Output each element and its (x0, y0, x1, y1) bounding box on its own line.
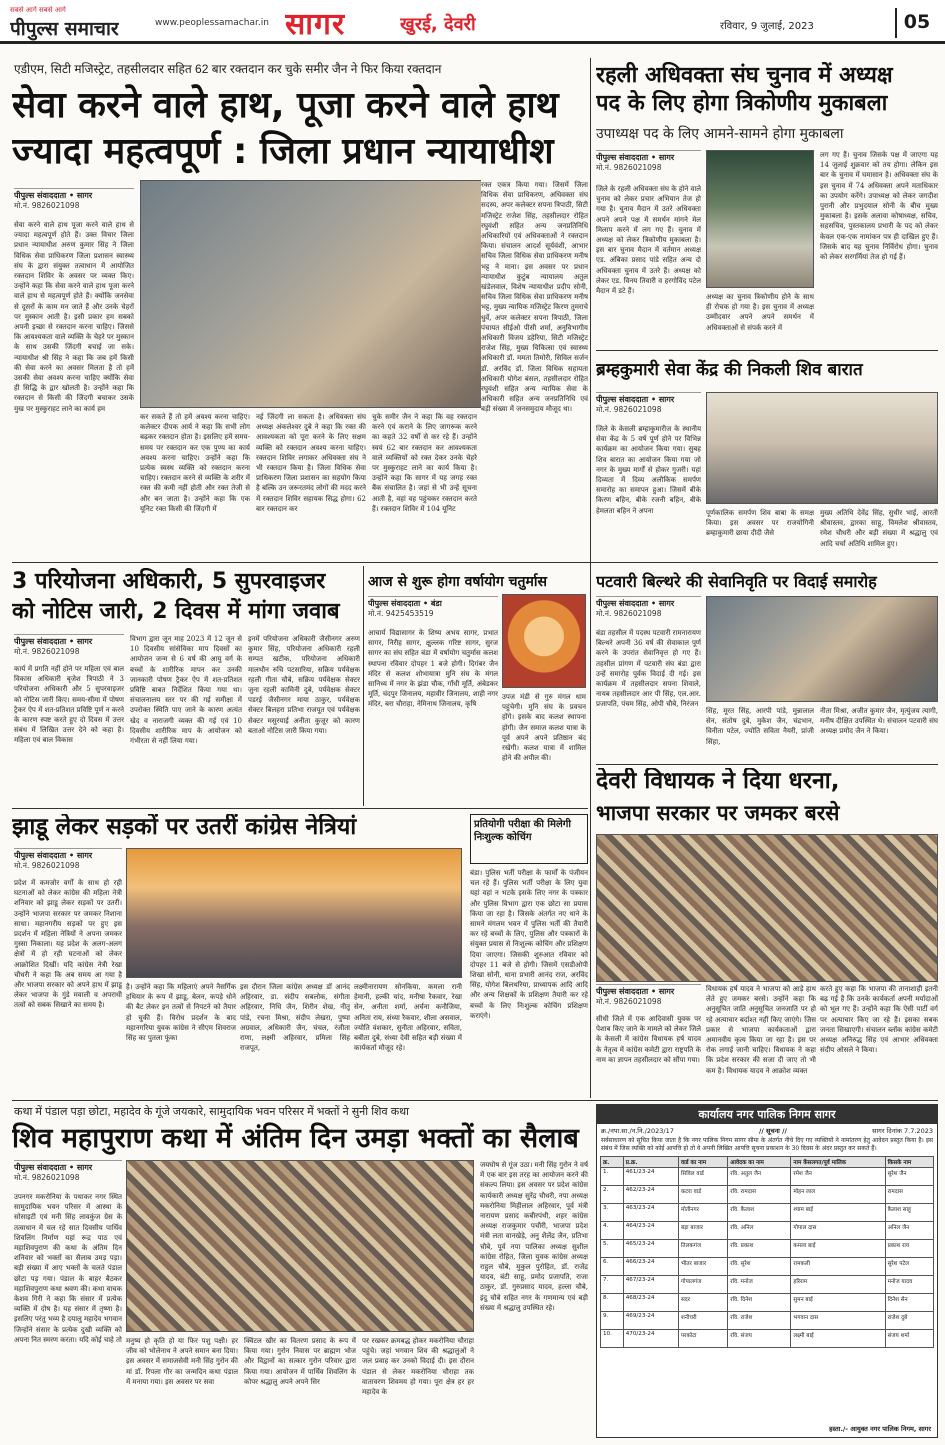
s10-body-col1: उपनगर मकरोनिया के पथाकर नगर स्थित सामुदायिक भवन परिसर में आस्था के सोसाइटी एवं मनी सिंह लावकुंज ग्रेस के तत्वाधान में चल रहे सात दिवसीय पार्थिव शिवलिंग निर्माण यहां रूद्र पाठ एवं महाशिवपुराण की कथा के अंतिम दिन शनिवार को भक्तों का सैलाब उमड़ पड़ा। बड़ी संख्या में आए भक्तों के चलते पंडाल छोटा पड़ गया। पंडाल के बाहर बैठकर महाशिवपुराण कथा श्रवण की। कथा वाचक केशव गिरी ने कहा कि संसार में प्रत्येक व्यक्ति में दोष है। यह संसार में तृष्णा है। इसलिए परंतु भव्य है दयालु महादेव भगवान जिन्होंने संसार के प्रत्येक दुखी व्यक्ति को अपना नित स्मरण करता। यदि कोई चाहे तो (14, 1193, 122, 1344)
table-cell: श्याम बाई (791, 1204, 885, 1222)
table-cell: 465/23-24 (623, 1240, 678, 1258)
s10-byline-mobile: मो.नं. 9826021098 (14, 1173, 80, 1182)
s1-headline-line1: सेवा करने वाले हाथ, पूजा करने वाले हाथ (12, 85, 559, 126)
s7-body-col2: है। उन्होंने कहा कि महिलाएं अपने नैसर्गिक हथियार के रूप में झाडू, बेलन, कपड़े धोने की बैट लेकर इन तत्वों से निपटने को तैयार हो चुकी हैं। विरोध प्रदर्शन के बाद महानगरिया युवक कांग्रेस ने सीएम शिवराज सिंह का पुतला फूंका (126, 983, 236, 1043)
s10-byline (14, 1160, 122, 1188)
s3-byline-name: पीपुल्स संवाददाता • सागर (596, 395, 675, 404)
s4-byline-mobile: मो.नं. 9826021098 (14, 647, 80, 656)
s4-body-col2: विभाग द्वारा जून माह 2023 में 12 जून से 10 दिवसीय सांसेविका माप दिवसों का आयोजन जन्म से 6 वर्ष की आयु वर्ग के बच्चों के शारीरिक मापन कर उनकी जानकारी पोषण ट्रैकर ऐप में शत-प्रतिशत प्रविष्टि बाबत निर्देशित किया गया था। संचालनालय स्तर पर की गई समीक्षा में उपरोक्त स्थिति पाए जाने के कारण अत्यंत खेद व नाराजगी व्यक्त की गई एवं 10 दिवसीय शारीरिक माप के आयोजन को गंभीरता से नहीं लिया गया। (130, 635, 242, 746)
s10-body-col2: मनुष्य हो कृति हो या फिर पशु पक्षी। हर जीव को भोलेनाथ ने अपने समान बना दिया। इस अवसर में समाजसेवी मनी सिंह गुरोन की मां डॉ. रिपला गौर का जन्मदिन कथा पंडाल में मनाया गया। इस अवसर पर सवा (126, 1337, 238, 1386)
s9-body-col2: विधायक हर्ष यादव ने भाजपा को आड़े हाथ लेते हुए जमकर बरसे। उन्होंने कहा कि अनुसूचित जाति अनुसूचित जनजाति पर हो रहे अत्याचार बर्दाश्त नहीं किए जाएंगे। जिस प्रकार से भाजपा कार्यकताओं द्वारा अमानवीय कृत्य किया जा रहा है। इस पर रोक लगाई जानी चाहिए। विधायक ने कहा कि प्रदेश सरकार की सजा दी जाए तो भी कम है। विधायक यादव ने आक्रोश व्यक्त (706, 985, 816, 1075)
column-divider (590, 58, 591, 1098)
s6-body-col3: नीता मिश्रा, अजीत कुमार जैन, मृत्युंजय त्यागी, मनीष दीक्षित उपस्थित थे। संचालन पटवारी संघ अध्यक्ष प्रमोद जैन ने किया। (820, 707, 938, 736)
table-cell: 463/23-24 (623, 1204, 678, 1222)
s7-body-col4: लक्ष्मीनारायण सोनकिया, कमला रानी हेमानी, हल्की चांद, मनीषा रैकवार, रेखा सेन, अनीता शर्मा, अर्चना कनौजिया, अनिता राय, संध्या रैकवार, शीला असवाल, ज्योति वंशकार, सुनीता अहिरवार, सविता, बबीता दुबे, संध्या देवी सहित बड़ी संख्या में कार्यकर्ता मौजूद रहे। (354, 983, 462, 1053)
acharya-portrait-photo (502, 594, 586, 688)
table-cell: 6. (601, 1258, 624, 1276)
notice-table (600, 1156, 934, 1348)
table-row (601, 1312, 934, 1330)
table-cell: मोतीनगर (678, 1204, 727, 1222)
s2-body-col2: अध्यक्ष का चुनाव त्रिकोणीय होने के साथ ही रोचक हो गया है। इस चुनाव में अध्यक्ष उम्मीदवार अपने अपने समर्थन में अधिवक्ताओं से संपर्क करने में (706, 293, 814, 332)
table-cell: 9. (601, 1312, 624, 1330)
s8-body: बंडा। पुलिस भर्ती परीक्षा के फार्मों के पंजीयन चल रहे हैं। पुलिस भर्ती परीक्षा के लिए युवा यहां वहां न भटके इसके लिए नगर के पत्रकार और पुलिस विभाग द्वारा एक छोटा सा प्रयास किया जा रहा है। जिसके अंतर्गत नए थाने के सामने मंगलम भवन में पुलिस भर्ती की तैयारी कर रहे बच्चों के लिए, पुलिस और पत्रकारों के संयुक्त प्रयास से निःशुल्क कोचिंग और प्रशिक्षण दिया जाएगा। जिसकी शुरुआत रविवार को दोपहर 11 बजे से होगी। जिसमें एसडीओपी शिखा सोनी, थाना प्रभारी आनंद राज, अरविंद सिंह, योगेश बिलथरिया, प्राध्यापक आदि आदि और अन्य शिक्षकों के प्रशिक्षण तैयारी कर रहे बच्चों के लिए निःशुल्क कोचिंग प्रशिक्षण कराएंगे। (470, 869, 588, 1020)
s1-byline (14, 188, 134, 216)
table-cell: रमेश जैन (791, 1168, 885, 1186)
table-cell: सिविल वार्ड (678, 1168, 727, 1186)
table-cell: रवि. कैलाश (728, 1204, 791, 1222)
table-cell: 7. (601, 1276, 624, 1294)
table-cell: 469/23-24 (623, 1312, 678, 1330)
table-cell: 5. (601, 1240, 624, 1258)
section-divider (596, 764, 938, 765)
s4-byline (14, 634, 124, 662)
s5-body-col2: उपज मंडी से गुरु मंगल धाम पहुंचेगी। मुनि संघ के प्रवचन होंगे। इसके बाद कलश स्थापना होगी। जैन समाज कलश यात्रा के पूर्व अपने अपने प्रतिष्ठान बंद रखेगी। कलश यात्रा में शामिल होने की अपील की। (502, 693, 586, 763)
section-divider (12, 562, 938, 563)
s3-body-col3: मुख्य अतिथि देवेंद्र सिंह, सुधीर भाई, आरती श्रीवास्तव, द्वारका साहू, विमलेश श्रीवास्तव, रमेश चौधरी और बड़ी संख्या में श्रद्धालु एवं आदि चर्चा अतिथि शामिल हुए। (820, 509, 938, 548)
table-cell: परकोटा (678, 1330, 727, 1348)
table-cell: तिलकगंज (678, 1240, 727, 1258)
s6-byline-mobile: मो.नं. 9826021098 (596, 609, 662, 618)
table-cell: गोपालगंज (678, 1276, 727, 1294)
table-cell: सदर (678, 1294, 727, 1312)
section-divider (596, 350, 938, 351)
s7-body-col3: इस दौरान जिला कांग्रेस अध्यक्ष डॉ आनंद अहिरवार, डा. संदीप सबलोक, संगीता अहिरवार, निधि जैन, शिरीन शेख, नीतू पांडे, रचना मिश्रा, संदीप लेखरा, पुष्पा अग्रवाल, अधिकारी जैन, चंचल, रंजीता राणा, लक्ष्मी अहिरवार, प्रमिला सिंह राजपूत, (240, 983, 350, 1053)
table-row (601, 1258, 934, 1276)
s9-body-col3: करते हुए कहा कि भाजपा की तानाशाही इतनी बढ़ गई है कि उनके कार्यकर्ता अपनी मर्यादाओं को भूल गए हैं। उन्होंने कहा कि ऐसी पार्टी वर्ग पर अत्याचार किए जा रहे हैं। इसका सबक जनता सिखाएगी। संचालन ब्लॉक कांग्रेस कमेटी अध्यक्ष अनिरुद्ध सिंह एवं आभार अधिवक्ता संदीप ओसले ने किया। (820, 985, 938, 1055)
table-cell: शनीचरी (678, 1312, 727, 1330)
table-cell: 462/23-24 (623, 1186, 678, 1204)
logo-tagline: सबसे आगे सबसे आगे (10, 6, 66, 14)
table-cell: 470/23-24 (623, 1330, 678, 1348)
s1-body-col2: कर सकते हैं तो हमें अवश्य करना चाहिए। कलेक्टर दीपक आर्य ने कहा कि सभी लोग बढ़कर रक्तदान होता है। इसलिए हमें समय-समय पर रक्तदान कर एक पुण्य का कार्य अवश्य करना चाहिए। उन्होंने कहा कि प्रत्येक स्वस्थ व्यक्ति को रक्तदान करना चाहिए। रक्तदान करने से व्यक्ति के शरीर में रक्त की कमी नहीं होती और रक्त तेजी से और बन जाता है। उन्होंने कहा कि एक यूनिट रक्त किसी की जिंदगी में (140, 413, 250, 513)
s4-headline-line2: को नोटिस जारी, 2 दिवस में मांगा जवाब (12, 599, 340, 624)
notice-column-header: नाम केंसलगत/पूर्व मालिक (791, 1157, 885, 1168)
s10-body-col5: जयघोष से गूंज उठा। मनी सिंह गुरोन ने वर्ष में एक बार इस तरह का आयोजन करने की संकल्प लिया। इस अवसर पर प्रदेश कांग्रेस कार्यकारी अध्यक्ष सुरेंद्र चौधरी, नपा अध्यक्ष मकरोनिया मिहीलाल अहिरवार, पूर्व मंत्री नारायण प्रसाद कबीरपंथी, शहर कांग्रेस अध्यक्ष राजकुमार पचौरी, भाजपा प्रदेश मंत्री लता वानखेड़े, अनु शैलेंद्र जैन, प्रतिभा चौबे, पूर्व नपा पालिका अध्यक्ष सुशील कांग्रेस रोहित, जिला युवक कांग्रेस अध्यक्ष राहुल चौबे, मुकुल पुरोहित, डॉ. राजेंद्र यादव, बंटी साहू, प्रमोद प्रजापति, राजा ठाकुर, डॉ. गुरुप्रसाद यादव, हल्ला चौबे, इंदु चौबे सहित नगर के गणमान्य एवं बड़ी संख्या में श्रद्धालु उपस्थित रहे। (480, 1161, 588, 1312)
table-row (601, 1330, 934, 1348)
notice-signature: हस्ता./- आयुक्त नगर पालिक निगम, सागर (829, 1425, 931, 1433)
s1-body-col4: चुके समीर जैन ने कहा कि वह रक्तदान करने एवं कराने के लिए जागरूक करने का कहते 32 वर्षों से कर रहे हैं। उन्होंने स्वयं 62 बार रक्तदान कर आवश्यकता वाले व्यक्तियों को रक्त देकर उनके चेहरे पर मुस्कुराहट लाने का कार्य किया है। उन्होंने कहा कि सागर में यह जगह रक्त बैंक संचालित है। जहां से भी उन्हें सूचना आती है, वहां वह पहुंचकर रक्तदान करते हैं। रक्तदान शिविर में 104 यूनिट (372, 413, 477, 513)
farewell-group-photo (706, 596, 938, 702)
notice-column-header: क्र. (601, 1157, 624, 1168)
s2-body-col1: जिले के रहली अधिवक्ता संघ के होने वाले चुनाव को लेकर प्रचार अभियान तेज हो गया है। चुनाव मैदान में उतरे अधिवक्ता अपने अपने पक्ष में समर्थन मांगने मेल मिलाप करने में लग गए हैं। चुनाव में अध्यक्ष को लेकर त्रिकोणीय मुकाबला है। इस बार चुनाव मैदान में वर्तमान अध्यक्ष एड. अंबिका प्रसाद पांडे सहित अन्य दो अधिवक्ता चुनाव में उतरे हैं। अध्यक्ष को लेकर एड. विनय तिवारी व हरगोविंद पटेल मैदान में डटे हैं। (596, 185, 701, 296)
table-cell: भीतर बाजार (678, 1258, 727, 1276)
table-cell: 461/23-24 (623, 1168, 678, 1186)
s2-headline-line1: रहली अधिवक्ता संघ चुनाव में अध्यक्ष (596, 63, 893, 88)
s9-body-col1: सीधी जिले में एक आदिवासी युवक पर पेशाब किए जाने के मामले को लेकर जिले के केसली में कांग्रेस विधायक हर्ष यादव के नेतृत्व में कांग्रेस कमेटी द्वारा राष्ट्रपति के नाम का ज्ञापन तहसीलदार को सौंपा गया। (596, 1015, 701, 1064)
table-cell: लक्ष्मी बाई (791, 1330, 885, 1348)
s8-headline: प्रतियोगी परीक्षा की मिलेगी निःशुल्क कोचिंग (470, 814, 588, 864)
s1-kicker: एडीएम, सिटी मजिस्ट्रेट, तहसीलदार सहित 62 बार रक्तदान कर चुके समीर जैन ने फिर किया रक्तदान (14, 62, 442, 76)
table-cell: मोहन लाल (791, 1186, 885, 1204)
s10-body-col3: क्विंटल खीर का वितरण प्रसाद के रूप में किया गया। गुरोन निवास पर ब्राह्मण भोज और विद्वानों का सत्कार गुरोन परिवार द्वारा किया गया। आयोजन में पार्थिव शिवलिंग के कोपर श्रद्धालु अपने अपने सिर (244, 1337, 356, 1386)
page-number: 05 (895, 8, 937, 38)
notice-table-header (601, 1157, 934, 1168)
table-cell: कटरा वार्ड (678, 1186, 727, 1204)
table-cell: दिनेश सेन (885, 1294, 933, 1312)
table-cell: रवि. संजय (728, 1330, 791, 1348)
notice-column-header: किसके नाम (885, 1157, 933, 1168)
s4-body-col1: कार्य में प्रगति नहीं होने पर महिला एवं बाल विकास अधिकारी बृजेश त्रिपाठी ने 3 परियोजना अधिकारी और 5 सुपरवाइजर को नोटिस जारी किए। समय-सीमा में पोषण ट्रैकर ऐप में शत-प्रतिशत प्रविष्टि पूर्ण न करने के कारण स्पष्ट करते हुए दो दिवस में उत्तर संबंध में लिखित उत्तर देने को कहा है। महिला एवं बाल विकास (14, 665, 124, 745)
notice-date: सागर दिनांक 7.7.2023 (872, 1127, 933, 1135)
table-row (601, 1294, 934, 1312)
table-cell: रवि. रामदास (728, 1186, 791, 1204)
table-cell: अनिल जैन (885, 1222, 933, 1240)
table-cell: रवि. मनोज (728, 1276, 791, 1294)
s2-body-col3: लग गए हैं। चुनाव जिसके पक्ष में जाएगा यह 14 जुलाई शुक्रवार को तय होगा। लेकिन इस बार के चुनाव में घमासान है। अधिवक्ता संघ के इस चुनाव में 74 अधिवक्ता अपने मताधिकार का उपयोग करेंगे। उपाध्यक्ष को लेकर जगदीश पुरानी और प्रभुदयाल सोनी के बीच मुख्य मुकाबला है। इसके अलावा कोषाध्यक्ष, सचिव, सहसचिव, पुस्तकालय प्रभारी के पद को लेकर केवल एक-एक नामांकन पत्र ही दाखिल हुए हैं। जिसके बाद यह चुनाव निर्विरोध होगा। चुनाव को लेकर सरगर्मियां तेज हो गई हैं। (820, 151, 938, 262)
s1-body-col3: नई जिंदगी ला सकता है। अधिवक्ता संघ अध्यक्ष अंकलेश्वर दुबे ने कहा कि रक्त की आवश्यकता को पूरा करने के लिए सक्षम व्यक्ति को रक्तदान अवश्य करना चाहिए। रक्तदान शिविर लगाकर अधिवक्ता संघ ने भी रक्तदान किया है। जिला विधिक सेवा प्राधिकरण जिला प्रशासन का सहयोग किया है बल्कि उन जरूरतमंद लोगों की मदद करने में रक्तदान शिविर सहायक सिद्ध होगा। 62 बार रक्तदान कर (256, 413, 366, 513)
s2-byline-name: पीपुल्स संवाददाता • सागर (596, 153, 675, 162)
table-cell: भगवान दास (791, 1312, 885, 1330)
s6-byline (596, 596, 701, 624)
s10-kicker: कथा में पंडाल पड़ा छोटा, महादेव के गूंजे जयकारे, सामुदायिक भवन परिसर में भक्तों ने सुनी शिव कथा (14, 1106, 410, 1118)
s5-byline-name: पीपुल्स संवाददाता • बंडा (368, 599, 442, 608)
s5-byline-mobile: मो.नं. 9425453519 (368, 609, 434, 618)
s9-byline-name: पीपुल्स संवाददाता • सागर (596, 987, 675, 996)
s9-headline-line1: देवरी विधायक ने दिया धरना, (596, 768, 840, 794)
notice-column-header: प्र.क्र. (623, 1157, 678, 1168)
s7-byline (14, 848, 122, 876)
table-cell: 8. (601, 1294, 624, 1312)
s4-byline-name: पीपुल्स संवाददाता • सागर (14, 637, 93, 646)
s5-headline: आज से शुरू होगा वर्षायोग चतुर्मास (368, 574, 547, 590)
table-row (601, 1204, 934, 1222)
table-cell: सुरेश जैन (885, 1168, 933, 1186)
notice-column-header: वार्ड का नाम (678, 1157, 727, 1168)
table-cell: 4. (601, 1222, 624, 1240)
section-divider (12, 1100, 938, 1101)
s6-body-col1: बंडा तहसील में पदस्थ पटवारी रामनारायण बिल्थरे अपनी 36 वर्ष की सेवाकाल पूर्ण करने के उपरांत सेवानिवृत्त हो गए हैं। तहसील प्रांगण में पटवारी संघ बंडा द्वारा उन्हें समारोह पूर्वक विदाई दी गई। इस कार्यक्रम में तहसीलदार सपना शिवाले, नायब तहसीलदार आर पी सिंह, एल.आर. प्रजापति, पंचम सिंह, ओपी चौबे, निरंजन (596, 629, 701, 709)
table-cell: रामदास (885, 1186, 933, 1204)
table-cell: रवि. अतुल जैन (728, 1168, 791, 1186)
table-cell: 468/23-24 (623, 1294, 678, 1312)
table-cell: रामकली (791, 1258, 885, 1276)
table-cell: 467/23-24 (623, 1276, 678, 1294)
table-cell: कैलाश साहू (885, 1204, 933, 1222)
s9-byline (596, 984, 701, 1012)
s9-byline-mobile: मो.नं. 9826021098 (596, 997, 662, 1006)
table-cell: रवि. दिनेश (728, 1294, 791, 1312)
s2-byline-mobile: मो.नं. 9826021098 (596, 163, 662, 172)
s10-headline: शिव महापुराण कथा में अंतिम दिन उमड़ा भक्तों का सैलाब (12, 1123, 579, 1154)
s1-body-col1: सेवा करने वाले हाथ पूजा करने वाले हाथ से ज्यादा महत्वपूर्ण होते हैं। उक्त विचार जिला प्रधान न्यायाधीश अरुण कुमार सिंह ने जिला विधिक सेवा प्राधिकरण जिला प्रशासन स्वास्थ्य संघ के द्वारा संयुक्त तत्वाधान में आयोजित रक्तदान शिविर के अवसर पर व्यक्त किए। उन्होंने कहा कि सेवा करने वाले हाथ पूजा करने वाले हाथ से महत्वपूर्ण होते हैं। क्योंकि जनसेवा से दूसरों के काम मन जाते हैं और उनके चेहरों पर मुस्कान आती है। इसी प्रकार हम सबको अपनी इच्छा से रक्तदान करना चाहिए। जिससे कि आवश्यकता वाले व्यक्ति के चेहरे पर मुस्कान के साथ उसकी जिंदगी बचाई जा सके। न्यायाधीश श्री सिंह ने कहा कि जब हमें किसी की सेवा करने का अवसर मिलता है तो हमें उसकी सेवा अवश्य करना चाहिए क्योंकि सेवा ही सिद्धि के द्वार खोलती है। उन्होंने कहा कि रक्तदान से किसी की जिंदगी बचाकर उसके मुख पर मुस्कुराहट लाने का कार्य हम (14, 221, 134, 413)
table-cell: सुमन बाई (791, 1294, 885, 1312)
s3-body-col1: जिले के केसली ब्रम्हाकुमारीज के स्थानीय सेवा केंद्र के 5 वर्ष पूर्ण होने पर विभिन्न कार्यक्रम का आयोजन किया गया। सुबह शिव बारात का आयोजन किया गया जो नगर के मुख्य मार्गों से होकर गुजरी। यहां दिव्यता में दिव्य अलौकिक समर्पण समारोह का समापन हुआ। जिसमें बीके किरण बहिन, बीके रजनी बहिन, बीके हेमलता बहिन ने अपना (596, 425, 701, 515)
notice-office-title: कार्यालय नगर पालिक निगम सागर (597, 1105, 937, 1124)
table-row (601, 1168, 934, 1186)
s10-body-col4: पर रखकर क्रमबद्ध होकर मकरोनिया चौराहा पहुंचे। जहां भगवान शिव की श्रद्धालुओं ने जल प्रवाह कर उनको विदाई दी। इस दौरान पंडाल से लेकर मकरोनिया चौराहा तक वातावरण शिवमय हो गया। पूरा क्षेत्र हर हर महादेव के (362, 1337, 474, 1397)
s4-headline-line1: 3 परियोजना अधिकारी, 5 सुपरवाइजर (12, 569, 326, 594)
congress-protest-photo (126, 848, 462, 978)
table-cell: कमला बाई (791, 1240, 885, 1258)
section-divider (12, 808, 588, 809)
s4-body-col3: इनमें परियोजना अधिकारी जैसीनगर अरुण कुमार सिंह, परियोजना अधिकारी रहली सम्पत खटीक, परियोजना अधिकारी मालथौन रुचि पटसारिया, सक्रिय पर्यवेक्षक रहली गीता चौबे, सक्रिय पर्यवेक्षक सेक्टर जुना रहली कामिनी दुबे, पर्यवेक्षक सेक्टर पडरई जैसीनगर माया ठाकुर, पर्यवेक्षक सेक्टर बिलहरा प्रतिभा राजपूत एवं पर्यवेक्षक सेक्टर मसुरयाई अनीता कुजूर को कारण बताओ नोटिस जारी किया गया। (248, 635, 360, 735)
notice-column-header: आवेदक का नाम (728, 1157, 791, 1168)
table-cell: 10. (601, 1330, 624, 1348)
s3-headline: ब्रम्हकुमारी सेवा केंद्र की निकली शिव बारात (596, 360, 863, 380)
s2-byline (596, 150, 701, 178)
court-building-photo (706, 150, 814, 288)
s6-byline-name: पीपुल्स संवाददाता • सागर (596, 599, 675, 608)
edition-subtitle: खुरई, देवरी (400, 14, 476, 35)
s7-byline-name: पीपुल्स संवाददाता • सागर (14, 851, 93, 860)
s6-headline: पटवारी बिल्थरे की सेवानिवृति पर विदाई समारोह (596, 572, 877, 591)
s1-body-col5: रक्त एकत्र किया गया। जिसमें जिला विधिक सेवा प्राधिकरण, अधिवक्ता संघ सदस्य, अपर कलेक्टर सपना त्रिपाठी, सिटी मजिस्ट्रेट राजेश सिंह, तहसीलदार रोहित रघुवंशी सहित अन्य जनप्रतिनिधि अधिकारियों एवं अधिवक्ताओं ने रक्तदान किया। संचालन आदर्श सूर्यवंशी, आभार सचिव जिला विधिक सेवा प्राधिकरण मनीष भट्ट ने माना। इस अवसर पर प्रधान न्यायाधीश कुटुंब न्यायालय अतुल खंडेलवाल, विशेष न्यायाधीश प्रदीप सोनी, सचिव जिला विधिक सेवा प्राधिकरण मनीष भट्ट, मुख्य न्यायिक मजिस्ट्रेट किरण तुमराचे धुर्वे, अपर कलेक्टर सपना त्रिपाठी, जिला पंचायत सीईओ पीसी शर्मा, अनुविभागीय अधिकारी विजय डहेरिया, सिटी मजिस्ट्रेट राजेश सिंह, मुख्य चिकित्सा एवं स्वास्थ्य अधिकारी डॉ. ममता तिमोरी, सिविल सर्जन डॉ. अरविंद डॉ. जिला विधिक सहायता अधिकारी योगेश बंसल, तहसीलदार रोहित रघुवंशी सहित अन्य न्यायिक सेवा के अधिकारी सहित अन्य जनप्रतिनिधि एवं बड़ी संख्या में जनसमुदाय मौजूद था। (481, 180, 588, 562)
table-cell: 464/23-24 (623, 1222, 678, 1240)
s3-byline-mobile: मो.नं. 9826021098 (596, 405, 662, 414)
column-divider (363, 566, 364, 806)
s9-headline-line2: भाजपा सरकार पर जमकर बरसे (596, 801, 840, 825)
newspaper-logo (10, 6, 119, 41)
s1-byline-name: पीपुल्स संवाददाता • सागर (14, 191, 93, 200)
table-row (601, 1222, 934, 1240)
table-cell: बड़ा बाजार (678, 1222, 727, 1240)
s7-body-col1: प्रदेश में कमजोर वर्गों के साथ हो रही घटनाओं को लेकर कांग्रेस की महिला नेत्री शनिवार को झाडू लेकर सड़कों पर उतरीं। उन्होंने भाजपा सरकार पर जमकर निशाना साधा। महानगरीय सड़कों पर हुए इस प्रदर्शन में महिला नेत्रियों ने अपना जमकर गुस्सा निकाला। यह प्रदेश के अलग-अलग क्षेत्रों में हो रही घटनाओं को लेकर आक्रोशित दिखीं। यदि कांग्रेस नेत्री रेखा चौधरी ने कहा कि अब समय आ गया है और भाजपा सरकार को अपने हाथ में झाडू लेकर भाजपा के गुंडे मवाली व अपराधी तत्वों को सबक सिखाने का समय है। (14, 879, 122, 1010)
table-cell: रवि. अनिल (728, 1222, 791, 1240)
notice-intro: सर्वसाधारण को सूचित किया जाता है कि नगर पालिक निगम सागर सीमा के अंतर्गत नीचे दिए गए व्यक्तियों ने नामांतरण हेतु आवेदन प्रस्तुत किया है। इस संबंध में जिस व्यक्ति को कोई आपत्ति हो तो वे अपनी लिखित आपत्ति सूचना प्रकाशन के 30 दिवस के अंदर प्रस्तुत कर सकते हैं। (601, 1137, 933, 1152)
s6-body-col2: सिंह, मूरत सिंह, आरपी पांडे, मुन्नालाल सेन, संतोष दुबे, मुकेश जैन, चंद्रभान, विनीता पटेल, ज्योति सविता नैयरी, प्रांजी सिंहा, (706, 707, 814, 746)
table-cell: 3. (601, 1204, 624, 1222)
table-cell: रवि. सुरेश (728, 1258, 791, 1276)
s3-byline (596, 392, 701, 420)
s2-subheadline: उपाध्यक्ष पद के लिए आमने-सामने होगा मुकाबला (596, 126, 844, 142)
issue-date: रविवार, 9 जुलाई, 2023 (720, 21, 814, 32)
notice-label: // सूचना // (759, 1127, 787, 1135)
table-cell: 1. (601, 1168, 624, 1186)
shiv-katha-crowd-photo (126, 1160, 474, 1332)
logo-text: पीपुल्स समाचार (10, 18, 119, 40)
s2-headline-line2: पद के लिए होगा त्रिकोणीय मुकाबला (596, 91, 888, 116)
table-cell: 466/23-24 (623, 1258, 678, 1276)
table-cell: रवि. प्रकाश (728, 1240, 791, 1258)
table-cell: सुरेश पटेल (885, 1258, 933, 1276)
s3-body-col2: पूर्णकालिक समर्पण शिव बाबा के समक्ष किया। इस अवसर पर राजयोगिनी ब्रम्हाकुमारी छाया दीदी जैसे (706, 509, 814, 538)
s5-body-col1: आचार्य विद्यासागर के शिष्य अभय सागर, प्रभात सागर, निरीह सागर, क्षुल्लक गरिष्ट सागर, सुरज सागर का संघ सहित बंडा में वर्षायोग चतुर्मास कलश स्थापना रविवार दोपहर 1 बजे होगी। दिगंबर जैन मंदिर से कलश शोभायात्रा मुनि संघ के मंगल सानिध्य में नगर के झंडा चौक, गाँधी मूर्ति, अंबेडकर मूर्ति, चंदपुर जिनालय, महावीर जिनालय, शाही नगर मंदिर, बरा चौराहा, नेमिनाथ जिनालय, कृषि (368, 629, 498, 709)
city-title: सागर (285, 7, 346, 42)
table-cell: गोपाल दास (791, 1222, 885, 1240)
website-link[interactable]: www.peoplessamachar.in (155, 18, 269, 28)
table-cell: हरिराम (791, 1276, 885, 1294)
s1-byline-mobile: मो.नं. 9826021098 (14, 201, 80, 210)
table-cell: राजेश दुबे (885, 1312, 933, 1330)
municipal-notice-box (596, 1104, 938, 1438)
table-cell: 2. (601, 1186, 624, 1204)
s7-byline-mobile: मो.नं. 9826021098 (14, 861, 80, 870)
dharna-protest-photo (596, 834, 938, 982)
table-row (601, 1276, 934, 1294)
s7-headline: झाडू लेकर सड़कों पर उतरीं कांग्रेस नेत्रियां (12, 814, 357, 840)
s10-byline-name: पीपुल्स संवाददाता • सागर (14, 1163, 93, 1172)
table-row (601, 1240, 934, 1258)
table-cell: संजय शर्मा (885, 1330, 933, 1348)
s5-byline (368, 596, 498, 624)
table-cell: रवि. राजेश (728, 1312, 791, 1330)
shiv-barat-photo (706, 392, 938, 504)
table-cell: मनोज यादव (885, 1276, 933, 1294)
table-cell: प्रकाश राय (885, 1240, 933, 1258)
notice-ref: क्र./नपा.सा./न.नि./2023/17 (601, 1127, 674, 1135)
table-row (601, 1186, 934, 1204)
s1-headline-line2: ज्यादा महत्वपूर्ण : जिला प्रधान न्यायाधीश (12, 131, 554, 172)
masthead (0, 0, 945, 44)
